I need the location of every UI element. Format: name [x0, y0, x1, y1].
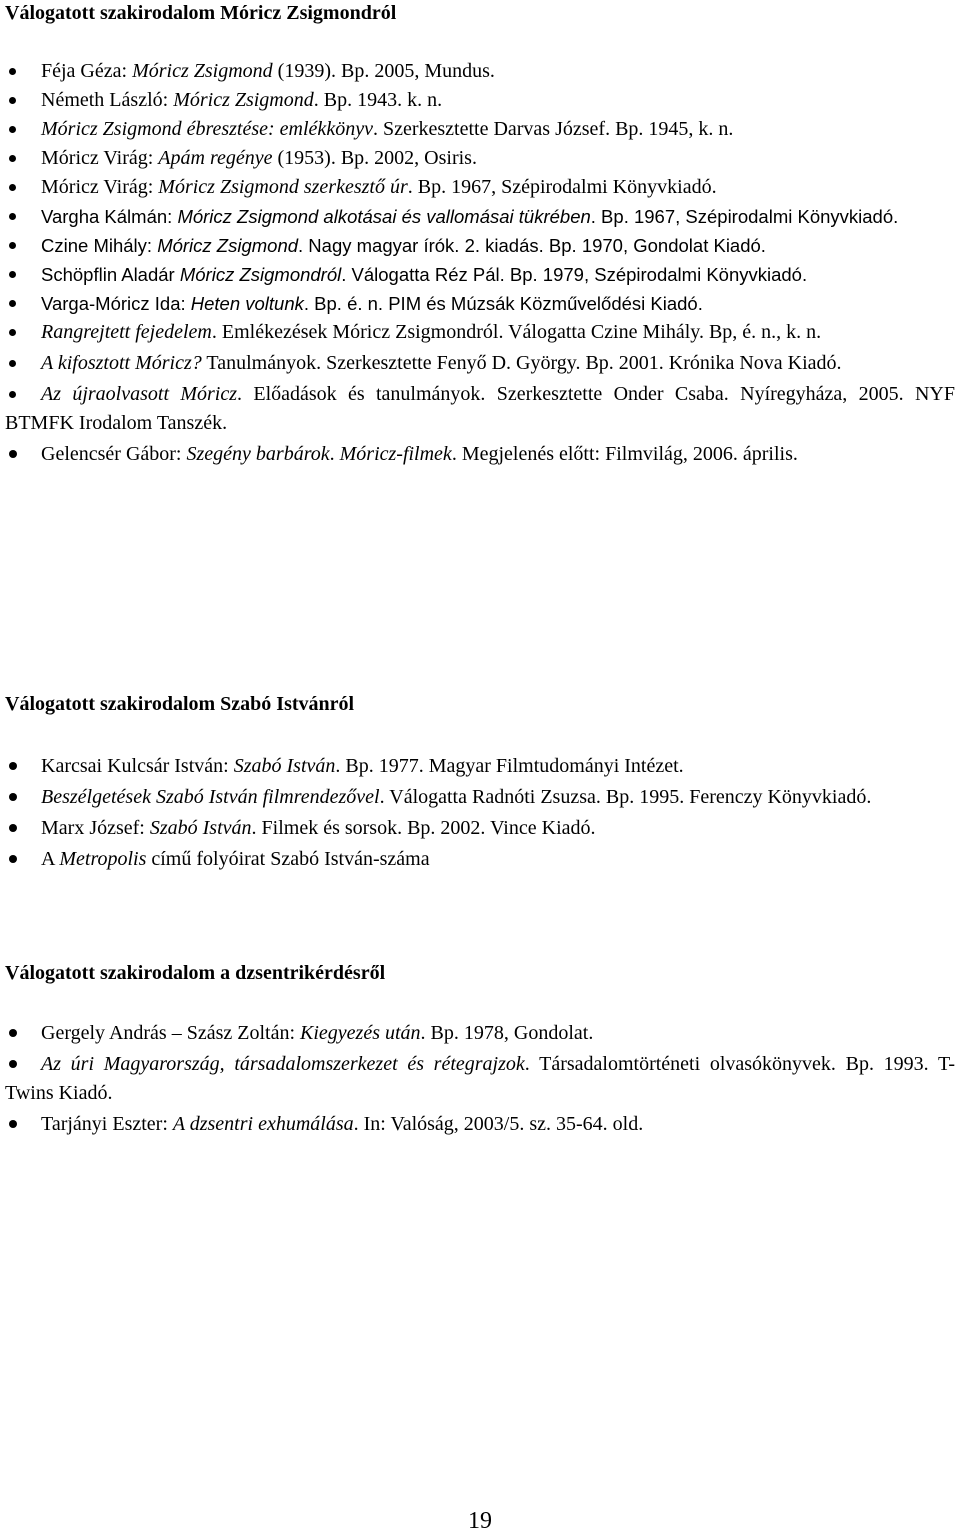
bullet-icon — [9, 68, 16, 75]
list-item: Féja Géza: Móricz Zsigmond (1939). Bp. 2005, Mundus. — [0, 57, 955, 86]
bullet-icon — [9, 126, 16, 133]
bullet-icon — [9, 391, 16, 398]
list-item: Az újraolvasott Móricz. Előadások és tanulmányok. Szerkesztette Onder Csaba. Nyíregyháza, 2005. NYF BTMFK Irodalom Tanszék. — [5, 383, 955, 434]
list-item: Schöpflin Aladár Móricz Zsigmondról. Válogatta Réz Pál. Bp. 1979, Szépirodalmi Könyvkiadó. — [0, 260, 955, 289]
list-item: Móricz Virág: Móricz Zsigmond szerkesztő úr. Bp. 1967, Szépirodalmi Könyvkiadó. — [0, 173, 955, 202]
list-item: A kifosztott Móricz? Tanulmányok. Szerkesztette Fenyő D. György. Bp. 2001. Krónika Nova Kiadó. — [0, 349, 955, 378]
list-item: Rangrejtett fejedelem. Emlékezések Móricz Zsigmondról. Válogatta Czine Mihály. Bp, é. n., k. n. — [0, 318, 955, 347]
bullet-icon — [9, 184, 16, 191]
bibliography-list — [0, 1019, 955, 1139]
list-item: Vargha Kálmán: Móricz Zsigmond alkotásai és vallomásai tükrében. Bp. 1967, Szépirodalmi Könyvkiadó. — [0, 202, 955, 231]
list-item: Németh László: Móricz Zsigmond. Bp. 1943. k. n. — [0, 86, 955, 115]
list-item: Gergely András – Szász Zoltán: Kiegyezés után. Bp. 1978, Gondolat. — [0, 1019, 955, 1048]
list-item: Tarjányi Eszter: A dzsentri exhumálása. In: Valóság, 2003/5. sz. 35-64. old. — [0, 1110, 955, 1139]
bullet-icon — [9, 360, 16, 367]
bullet-icon — [9, 855, 17, 863]
bullet-icon — [9, 1029, 17, 1037]
list-item: Marx József: Szabó István. Filmek és sorsok. Bp. 2002. Vince Kiadó. — [0, 814, 955, 843]
bullet-icon — [9, 329, 16, 336]
list-item: Gelencsér Gábor: Szegény barbárok. Móricz-filmek. Megjelenés előtt: Filmvilág, 2006. április. — [0, 440, 955, 469]
list-item: Varga-Móricz Ida: Heten voltunk. Bp. é. n. PIM és Múzsák Közművelődési Kiadó. — [0, 289, 955, 318]
section-heading: Válogatott szakirodalom Móricz Zsigmondról — [5, 2, 397, 24]
bullet-icon — [9, 762, 17, 770]
bullet-icon — [9, 242, 16, 249]
bullet-icon — [9, 97, 16, 104]
bibliography-list — [0, 752, 955, 874]
section-heading: Válogatott szakirodalom a dzsentrikérdésről — [5, 962, 386, 984]
bullet-icon — [9, 271, 16, 278]
bullet-icon — [9, 1120, 17, 1128]
bullet-icon — [9, 793, 17, 801]
list-item: Karcsai Kulcsár István: Szabó István. Bp. 1977. Magyar Filmtudományi Intézet. — [0, 752, 955, 781]
list-item: Beszélgetések Szabó István filmrendezővel. Válogatta Radnóti Zsuzsa. Bp. 1995. Ferenczy Könyvkiadó. — [0, 783, 955, 812]
list-item: A Metropolis című folyóirat Szabó István-száma — [0, 845, 955, 874]
bullet-icon — [9, 213, 16, 220]
page-number: 19 — [468, 1508, 492, 1534]
list-item: Móricz Virág: Apám regénye (1953). Bp. 2002, Osiris. — [0, 144, 955, 173]
list-item: Czine Mihály: Móricz Zsigmond. Nagy magyar írók. 2. kiadás. Bp. 1970, Gondolat Kiadó. — [0, 231, 955, 260]
section-heading: Válogatott szakirodalom Szabó Istvánról — [5, 693, 355, 715]
bibliography-list — [0, 57, 955, 469]
list-item: Az úri Magyarország, társadalomszerkezet és rétegrajzok. Társadalomtörténeti olvasókönyvek. Bp. 1993. T-Twins Kiadó. — [5, 1053, 956, 1104]
bullet-icon — [9, 824, 17, 832]
list-item: Móricz Zsigmond ébresztése: emlékkönyv. Szerkesztette Darvas József. Bp. 1945, k. n. — [0, 115, 955, 144]
bullet-icon — [9, 1060, 17, 1068]
bullet-icon — [9, 300, 16, 307]
bullet-icon — [9, 450, 17, 458]
bullet-icon — [9, 155, 16, 162]
